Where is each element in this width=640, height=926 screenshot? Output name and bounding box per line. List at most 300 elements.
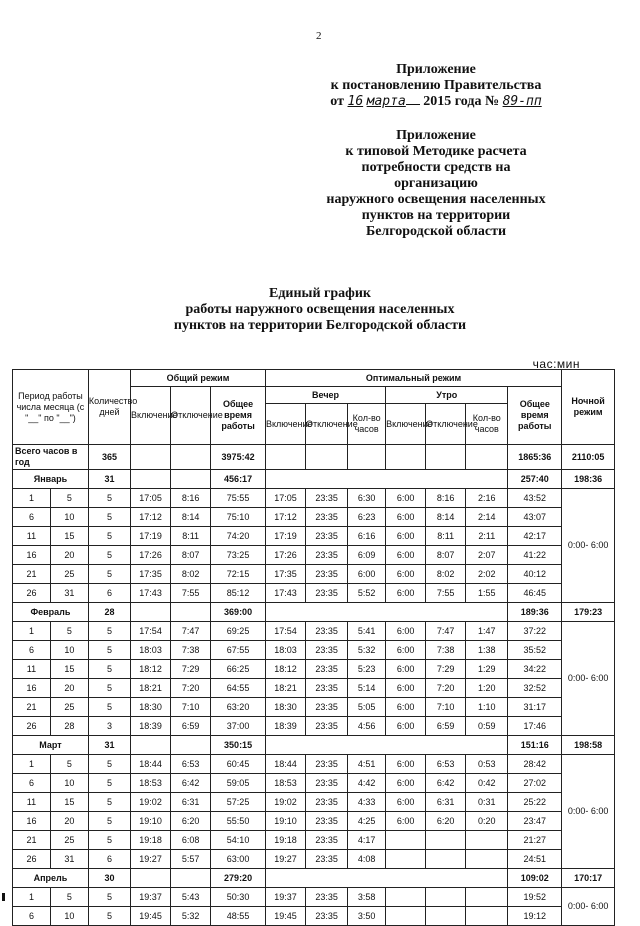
morning-hours-cell: 2:14 [466, 508, 508, 527]
morning-off-cell [426, 888, 466, 907]
optimal-total-cell: 41:22 [508, 546, 562, 565]
morning-hours-cell [466, 850, 508, 869]
general-total-cell: 67:55 [211, 641, 266, 660]
general-off-cell: 6:59 [171, 717, 211, 736]
month-blank [131, 736, 171, 755]
general-total-cell: 48:55 [211, 907, 266, 926]
general-total-cell: 66:25 [211, 660, 266, 679]
general-total-cell: 63:00 [211, 850, 266, 869]
optimal-total-cell: 23:47 [508, 812, 562, 831]
table-row [13, 527, 615, 546]
day-to-cell: 25 [50, 698, 88, 717]
month-row [13, 470, 615, 489]
table-row [13, 717, 615, 736]
month-blank [131, 603, 171, 622]
optimal-mode-header: Оптимальный режим [265, 370, 561, 387]
optimal-total-cell: 25:22 [508, 793, 562, 812]
general-off-cell: 8:02 [171, 565, 211, 584]
optimal-total-cell: 19:52 [508, 888, 562, 907]
evening-hours-cell: 5:23 [348, 660, 386, 679]
day-from-cell: 1 [13, 755, 51, 774]
day-from-cell: 6 [13, 641, 51, 660]
month-row [13, 603, 615, 622]
year-blank [426, 445, 466, 470]
morning-off-cell [426, 850, 466, 869]
evening-hours-cell: 4:42 [348, 774, 386, 793]
day-to-cell: 5 [50, 622, 88, 641]
evening-off-cell: 23:35 [306, 888, 348, 907]
optimal-total-cell: 42:17 [508, 527, 562, 546]
morning-on-cell: 6:00 [386, 489, 426, 508]
evening-on-cell: 18:12 [265, 660, 305, 679]
month-days: 28 [88, 603, 130, 622]
day-from-cell: 26 [13, 717, 51, 736]
evening-on-header: Включение [265, 404, 305, 445]
morning-hours-cell: 1:29 [466, 660, 508, 679]
month-blank [171, 603, 211, 622]
appendix-methodology [296, 128, 576, 240]
day-to-cell: 10 [50, 907, 88, 926]
month-night-total: 198:58 [562, 736, 615, 755]
general-off-cell: 6:53 [171, 755, 211, 774]
days-count-cell: 5 [88, 489, 130, 508]
days-count-cell: 5 [88, 812, 130, 831]
day-to-cell: 15 [50, 793, 88, 812]
morning-hours-cell: 2:16 [466, 489, 508, 508]
appendix2-line: наружного освещения населенных [326, 192, 546, 207]
evening-off-cell: 23:35 [306, 584, 348, 603]
morning-off-cell: 8:14 [426, 508, 466, 527]
optimal-total-cell: 21:27 [508, 831, 562, 850]
day-to-cell: 5 [50, 888, 88, 907]
month-blank [131, 869, 171, 888]
general-on-cell: 17:54 [131, 622, 171, 641]
morning-on-cell: 6:00 [386, 641, 426, 660]
scan-mark [2, 893, 5, 901]
days-header: Количество дней [88, 370, 130, 445]
month-name: Февраль [13, 603, 89, 622]
evening-off-cell: 23:35 [306, 774, 348, 793]
document-title [0, 286, 640, 334]
evening-hours-cell: 4:25 [348, 812, 386, 831]
morning-on-cell: 6:00 [386, 812, 426, 831]
general-off-cell: 7:29 [171, 660, 211, 679]
day-from-cell: 21 [13, 831, 51, 850]
evening-on-cell: 18:21 [265, 679, 305, 698]
morning-off-cell: 7:47 [426, 622, 466, 641]
days-count-cell: 5 [88, 641, 130, 660]
month-night-total: 179:23 [562, 603, 615, 622]
morning-off-header: Отключение [426, 404, 466, 445]
morning-hours-cell [466, 907, 508, 926]
general-total-cell: 59:05 [211, 774, 266, 793]
general-mode-header: Общий режим [131, 370, 266, 387]
general-total-header: Общее время работы [211, 387, 266, 445]
night-range-cell: 0:00- 6:00 [562, 489, 615, 603]
morning-off-cell: 6:59 [426, 717, 466, 736]
day-from-cell: 21 [13, 698, 51, 717]
morning-hours-cell: 2:02 [466, 565, 508, 584]
morning-on-cell: 6:00 [386, 698, 426, 717]
month-blank [265, 603, 507, 622]
evening-off-cell: 23:35 [306, 812, 348, 831]
morning-on-header: Включение [386, 404, 426, 445]
month-name: Март [13, 736, 89, 755]
title-line: Единый график [268, 286, 371, 301]
date-month: марта [366, 94, 406, 109]
days-count-cell: 5 [88, 622, 130, 641]
morning-off-cell [426, 907, 466, 926]
day-to-cell: 31 [50, 850, 88, 869]
evening-hours-cell: 6:00 [348, 565, 386, 584]
day-to-cell: 5 [50, 489, 88, 508]
optimal-total-cell: 27:02 [508, 774, 562, 793]
table-row [13, 489, 615, 508]
days-count-cell: 5 [88, 907, 130, 926]
day-from-cell: 6 [13, 508, 51, 527]
general-on-cell: 18:21 [131, 679, 171, 698]
month-blank [265, 869, 507, 888]
table-row [13, 850, 615, 869]
days-count-cell: 5 [88, 546, 130, 565]
evening-off-cell: 23:35 [306, 565, 348, 584]
days-count-cell: 6 [88, 584, 130, 603]
month-days: 31 [88, 470, 130, 489]
general-off-cell: 6:31 [171, 793, 211, 812]
evening-hours-cell: 5:14 [348, 679, 386, 698]
day-from-cell: 1 [13, 622, 51, 641]
month-blank [171, 470, 211, 489]
table-row [13, 907, 615, 926]
general-off-cell: 5:32 [171, 907, 211, 926]
year-blank [348, 445, 386, 470]
evening-hours-cell: 4:08 [348, 850, 386, 869]
month-row [13, 869, 615, 888]
morning-on-cell: 6:00 [386, 679, 426, 698]
general-off-cell: 8:11 [171, 527, 211, 546]
morning-on-cell: 6:00 [386, 622, 426, 641]
general-on-cell: 19:02 [131, 793, 171, 812]
appendix2-line: Белгородской области [365, 224, 507, 239]
appendix-resolution [296, 62, 576, 110]
title-line: пунктов на территории Белгородской области [173, 318, 467, 333]
general-off-cell: 7:55 [171, 584, 211, 603]
general-on-cell: 18:03 [131, 641, 171, 660]
morning-off-cell: 6:42 [426, 774, 466, 793]
morning-off-cell: 7:10 [426, 698, 466, 717]
days-count-cell: 3 [88, 717, 130, 736]
optimal-total-cell: 43:07 [508, 508, 562, 527]
general-on-cell: 19:45 [131, 907, 171, 926]
day-from-cell: 16 [13, 546, 51, 565]
general-off-cell: 8:16 [171, 489, 211, 508]
days-count-cell: 5 [88, 698, 130, 717]
optimal-total-cell: 24:51 [508, 850, 562, 869]
evening-off-cell: 23:35 [306, 850, 348, 869]
evening-header: Вечер [265, 387, 385, 404]
day-to-cell: 20 [50, 546, 88, 565]
evening-on-cell: 17:26 [265, 546, 305, 565]
appendix2-line: потребности средств на [361, 160, 511, 175]
days-count-cell: 5 [88, 660, 130, 679]
month-blank [171, 736, 211, 755]
morning-hours-cell: 0:31 [466, 793, 508, 812]
month-night-total: 198:36 [562, 470, 615, 489]
evening-off-cell: 23:35 [306, 717, 348, 736]
evening-on-cell: 19:02 [265, 793, 305, 812]
year-blank [466, 445, 508, 470]
morning-on-cell: 6:00 [386, 774, 426, 793]
day-to-cell: 15 [50, 660, 88, 679]
morning-on-cell [386, 907, 426, 926]
evening-on-cell: 18:53 [265, 774, 305, 793]
morning-on-cell: 6:00 [386, 565, 426, 584]
morning-off-cell: 6:20 [426, 812, 466, 831]
evening-off-cell: 23:35 [306, 489, 348, 508]
evening-hours-cell: 3:50 [348, 907, 386, 926]
evening-hours-cell: 3:58 [348, 888, 386, 907]
optimal-total-cell: 17:46 [508, 717, 562, 736]
month-row [13, 736, 615, 755]
day-to-cell: 20 [50, 812, 88, 831]
morning-on-cell: 6:00 [386, 755, 426, 774]
days-count-cell: 5 [88, 831, 130, 850]
day-to-cell: 10 [50, 508, 88, 527]
days-count-cell: 5 [88, 565, 130, 584]
general-on-cell: 18:39 [131, 717, 171, 736]
day-from-cell: 11 [13, 527, 51, 546]
evening-hours-cell: 5:52 [348, 584, 386, 603]
general-on-cell: 19:18 [131, 831, 171, 850]
evening-hours-cell: 6:23 [348, 508, 386, 527]
lighting-schedule-table [12, 369, 615, 926]
morning-on-cell [386, 850, 426, 869]
optimal-total-cell: 34:22 [508, 660, 562, 679]
day-from-cell: 11 [13, 793, 51, 812]
morning-hours-cell: 1:20 [466, 679, 508, 698]
table-row [13, 888, 615, 907]
day-to-cell: 28 [50, 717, 88, 736]
morning-hours-cell [466, 888, 508, 907]
evening-hours-cell: 4:17 [348, 831, 386, 850]
day-to-cell: 5 [50, 755, 88, 774]
evening-on-cell: 18:30 [265, 698, 305, 717]
general-off-cell: 7:47 [171, 622, 211, 641]
morning-on-cell [386, 831, 426, 850]
date-day: 16 [347, 94, 364, 109]
morning-on-cell: 6:00 [386, 546, 426, 565]
days-count-cell: 5 [88, 527, 130, 546]
general-total-cell: 69:25 [211, 622, 266, 641]
days-count-cell: 5 [88, 774, 130, 793]
table-row [13, 622, 615, 641]
optimal-total-cell: 28:42 [508, 755, 562, 774]
evening-off-cell: 23:35 [306, 508, 348, 527]
table-row [13, 565, 615, 584]
day-to-cell: 31 [50, 584, 88, 603]
day-from-cell: 21 [13, 565, 51, 584]
evening-hours-cell: 5:41 [348, 622, 386, 641]
morning-off-cell: 7:29 [426, 660, 466, 679]
general-total-cell: 57:25 [211, 793, 266, 812]
optimal-total-cell: 37:22 [508, 622, 562, 641]
day-from-cell: 16 [13, 812, 51, 831]
month-general-total: 456:17 [211, 470, 266, 489]
morning-on-cell: 6:00 [386, 584, 426, 603]
general-total-cell: 74:20 [211, 527, 266, 546]
evening-off-cell: 23:35 [306, 641, 348, 660]
table-row [13, 660, 615, 679]
morning-hours-cell: 1:55 [466, 584, 508, 603]
month-blank [131, 470, 171, 489]
resolution-number: 89-пп [502, 94, 542, 109]
page-number: 2 [316, 30, 322, 42]
evening-on-cell: 17:05 [265, 489, 305, 508]
morning-off-cell: 6:53 [426, 755, 466, 774]
date-prefix: от [330, 94, 344, 109]
table-row [13, 793, 615, 812]
optimal-total-cell: 31:17 [508, 698, 562, 717]
general-off-cell: 7:10 [171, 698, 211, 717]
optimal-total-cell: 46:45 [508, 584, 562, 603]
appendix2-line: организацию [394, 176, 478, 191]
general-on-cell: 19:10 [131, 812, 171, 831]
month-optimal-total: 189:36 [508, 603, 562, 622]
general-on-cell: 17:05 [131, 489, 171, 508]
general-total-cell: 75:10 [211, 508, 266, 527]
morning-off-cell [426, 831, 466, 850]
general-on-cell: 18:53 [131, 774, 171, 793]
day-from-cell: 1 [13, 489, 51, 508]
general-on-cell: 19:27 [131, 850, 171, 869]
table-row [13, 584, 615, 603]
evening-off-header: Отключение [306, 404, 348, 445]
day-to-cell: 20 [50, 679, 88, 698]
evening-on-cell: 18:03 [265, 641, 305, 660]
morning-hours-cell: 2:11 [466, 527, 508, 546]
general-on-cell: 17:19 [131, 527, 171, 546]
month-name: Январь [13, 470, 89, 489]
evening-hours-cell: 4:51 [348, 755, 386, 774]
month-blank [171, 869, 211, 888]
title-line: работы наружного освещения населенных [185, 302, 455, 317]
morning-on-cell: 6:00 [386, 717, 426, 736]
morning-off-cell: 7:20 [426, 679, 466, 698]
morning-on-cell: 6:00 [386, 660, 426, 679]
month-general-total: 350:15 [211, 736, 266, 755]
evening-on-cell: 19:10 [265, 812, 305, 831]
general-total-cell: 54:10 [211, 831, 266, 850]
day-from-cell: 6 [13, 907, 51, 926]
year-optimal-total: 1865:36 [508, 445, 562, 470]
month-general-total: 369:00 [211, 603, 266, 622]
evening-off-cell: 23:35 [306, 660, 348, 679]
evening-off-cell: 23:35 [306, 679, 348, 698]
morning-off-cell: 8:11 [426, 527, 466, 546]
general-off-cell: 7:20 [171, 679, 211, 698]
general-on-cell: 17:12 [131, 508, 171, 527]
appendix-subtitle: к постановлению Правительства [330, 78, 542, 93]
evening-on-cell: 19:27 [265, 850, 305, 869]
optimal-total-cell: 35:52 [508, 641, 562, 660]
morning-off-cell: 8:02 [426, 565, 466, 584]
evening-on-cell: 19:18 [265, 831, 305, 850]
appendix2-line: Приложение [396, 128, 476, 143]
evening-off-cell: 23:35 [306, 831, 348, 850]
general-total-cell: 37:00 [211, 717, 266, 736]
days-count-cell: 5 [88, 888, 130, 907]
morning-hours-cell: 0:42 [466, 774, 508, 793]
evening-off-cell: 23:35 [306, 755, 348, 774]
evening-hours-cell: 6:16 [348, 527, 386, 546]
general-on-cell: 17:43 [131, 584, 171, 603]
days-count-cell: 6 [88, 850, 130, 869]
day-from-cell: 1 [13, 888, 51, 907]
table-row [13, 641, 615, 660]
evening-hours-cell: 5:32 [348, 641, 386, 660]
month-days: 30 [88, 869, 130, 888]
year-blank [386, 445, 426, 470]
evening-on-cell: 17:35 [265, 565, 305, 584]
morning-hours-cell: 1:47 [466, 622, 508, 641]
morning-off-cell: 7:38 [426, 641, 466, 660]
general-on-cell: 19:37 [131, 888, 171, 907]
day-to-cell: 25 [50, 565, 88, 584]
table-row [13, 774, 615, 793]
general-off-cell: 7:38 [171, 641, 211, 660]
evening-hours-cell: 5:05 [348, 698, 386, 717]
month-optimal-total: 257:40 [508, 470, 562, 489]
day-from-cell: 11 [13, 660, 51, 679]
morning-hours-cell [466, 831, 508, 850]
day-to-cell: 10 [50, 641, 88, 660]
morning-hours-cell: 1:10 [466, 698, 508, 717]
evening-off-cell: 23:35 [306, 527, 348, 546]
day-to-cell: 25 [50, 831, 88, 850]
general-off-header: Отключение [171, 387, 211, 445]
evening-off-cell: 23:35 [306, 698, 348, 717]
morning-hours-cell: 0:59 [466, 717, 508, 736]
optimal-total-header: Общее время работы [508, 387, 562, 445]
general-total-cell: 60:45 [211, 755, 266, 774]
days-count-cell: 5 [88, 793, 130, 812]
evening-off-cell: 23:35 [306, 546, 348, 565]
month-blank [265, 470, 507, 489]
morning-off-cell: 8:16 [426, 489, 466, 508]
general-off-cell: 5:57 [171, 850, 211, 869]
day-from-cell: 26 [13, 584, 51, 603]
year-total-days: 365 [88, 445, 130, 470]
table-row [13, 508, 615, 527]
evening-on-cell: 18:44 [265, 755, 305, 774]
day-from-cell: 26 [13, 850, 51, 869]
general-off-cell: 6:42 [171, 774, 211, 793]
month-optimal-total: 151:16 [508, 736, 562, 755]
morning-on-cell [386, 888, 426, 907]
year-blank [306, 445, 348, 470]
general-total-cell: 72:15 [211, 565, 266, 584]
night-range-cell: 0:00- 6:00 [562, 888, 615, 926]
general-on-cell: 18:12 [131, 660, 171, 679]
optimal-total-cell: 40:12 [508, 565, 562, 584]
year-total-label: Всего часов в год [13, 445, 89, 470]
evening-hours-header: Кол-во часов [348, 404, 386, 445]
month-blank [265, 736, 507, 755]
day-from-cell: 16 [13, 679, 51, 698]
days-count-cell: 5 [88, 679, 130, 698]
year-blank [171, 445, 211, 470]
evening-off-cell: 23:35 [306, 793, 348, 812]
